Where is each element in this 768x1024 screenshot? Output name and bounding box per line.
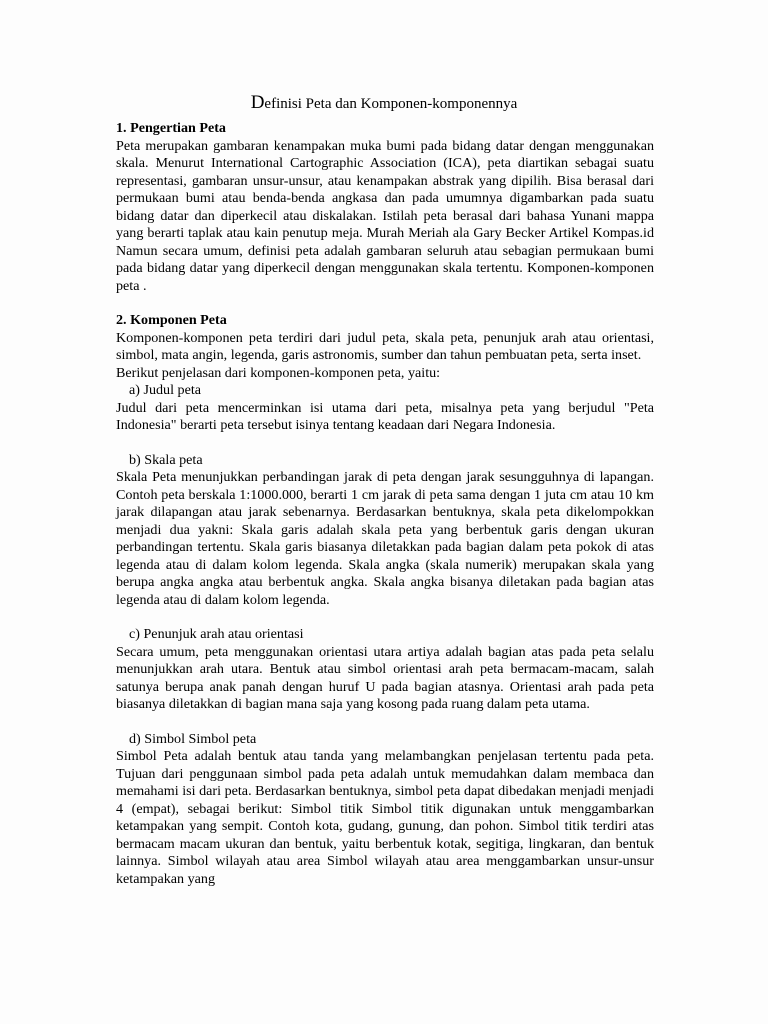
item-d-text: Simbol Peta adalah bentuk atau tanda yang melambangkan penjelasan tertentu pada peta. Tujuan dari penggunaan simbol pada peta adalah untuk memudahkan dalam membaca dan memahami isi dari peta. Berdasarkan bentuknya, simbol peta dapat dibedakan menjadi menjadi 4 (empat), sebagai berikut: Simbol titik Simbol titik digunakan untuk menggambarkan ketampakan yang sempit. Contoh kota, gudang, gunung, dan pohon. Simbol titik terdiri atas bermacam macam ukuran dan bentuk, yaitu berbentuk kotak, segitiga, lingkaran, dan bentuk lainnya. Simbol wilayah atau area Simbol wilayah atau area menggambarkan unsur-unsur ketampakan yang [116,748,654,887]
item-a-heading: a) Judul peta [129,382,202,398]
document-title [0,94,768,113]
item-c-text: Secara umum, peta menggunakan orientasi utara artiya adalah bagian atas pada peta selalu menunjukkan arah utara. Bentuk atau simbol orientasi arah peta bermacam-macam, salah satunya berupa anak panah dengan huruf U pada bagian atasnya. Orientasi arah pada peta biasanya diletakkan di bagian mana saja yang kosong pada ruang dalam peta utama. [116,643,654,712]
title-first-letter: D [250,92,265,113]
section-1-paragraph: Peta merupakan gambaran kenampakan muka bumi pada bidang datar dengan menggunakan skala. Menurut International Cartographic Association (ICA), peta diartikan sebagai suatu representasi, gambaran unsur-unsur, atau kenampakan abstrak yang dipilih. Bisa berasal dari permukaan bumi atau benda-benda angkasa dan pada umumnya digambarkan pada suatu bidang datar dan diperkecil atau diskalakan. Istilah peta berasal dari bahasa Yunani mappa yang berarti taplak atau kain penutup meja. Murah Meriah ala Gary Becker Artikel Kompas.id Namun secara umum, definisi peta adalah gambaran seluruh atau sebagian permukaan bumi pada bidang datar yang diperkecil dengan menggunakan skala tertentu. Komponen-komponen peta . [116,137,654,294]
section-2-heading: 2. Komponen Peta [116,312,227,328]
section-2-intro: Komponen-komponen peta terdiri dari judul peta, skala peta, penunjuk arah atau orientasi, simbol, mata angin, legenda, garis astronomis, sumber dan tahun pembuatan peta, serta inset. [116,329,654,363]
item-b-text: Skala Peta menunjukkan perbandingan jarak di peta dengan jarak sesungguhnya di lapangan. Contoh peta berskala 1:1000.000, berarti 1 cm jarak di peta sama dengan 1 juta cm atau 10 km jarak dilapangan atau jarak sebenarnya. Berdasarkan bentuknya, skala peta dikelompokkan menjadi dua yakni: Skala garis adalah skala peta yang berbentuk garis dengan ukuran perbandingan tertentu. Skala garis biasanya diletakkan pada bagian dalam peta pokok di atas legenda atau di dalam kolom legenda. Skala angka (skala numerik) merupakan skala yang berupa angka angka atau berbentuk angka. Skala angka bisanya diletakan pada bagian atas legenda atau di dalam kolom legenda. [116,469,654,608]
section-1-heading: 1. Pengertian Peta [116,120,226,136]
document-body [116,118,654,888]
item-a-text: Judul dari peta mencerminkan isi utama dari peta, misalnya peta yang berjudul "Peta Indonesia" berarti peta tersebut isinya tentang keadaan dari Negara Indonesia. [116,399,654,433]
item-d-heading: d) Simbol Simbol peta [129,730,257,747]
item-c-heading: c) Penunjuk arah atau orientasi [129,626,304,642]
item-b-heading: b) Skala peta [129,451,203,468]
section-2-intro-2: Berikut penjelasan dari komponen-komponen peta, yaitu: [116,364,441,381]
title-text: efinisi Peta dan Komponen-komponennya [264,96,518,112]
